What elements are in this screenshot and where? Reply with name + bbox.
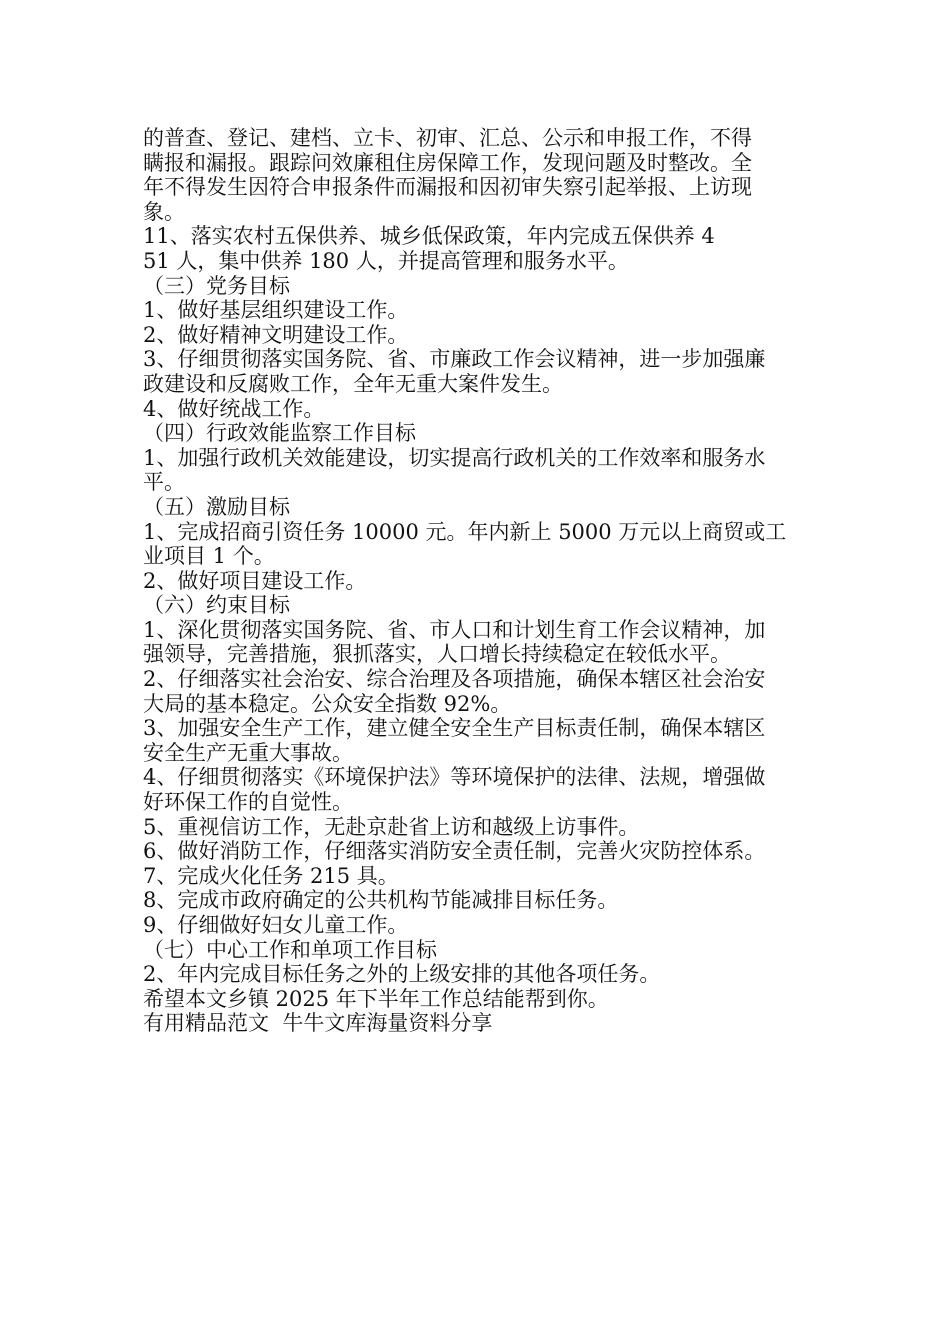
text-line: 4、做好统战工作。 (143, 396, 325, 421)
text-line: 51 人，集中供养 180 人，并提高管理和服务水平。 (143, 248, 629, 273)
section-heading: （四）行政效能监察工作目标 (143, 421, 416, 446)
text-line: 5、重视信访工作，无赴京赴省上访和越级上访事件。 (143, 814, 640, 839)
text-line: 2、年内完成目标任务之外的上级安排的其他各项任务。 (143, 962, 661, 987)
text-line: 7、完成火化任务 215 具。 (143, 863, 399, 888)
text-line: 3、仔细贯彻落实国务院、省、市廉政工作会议精神，进一步加强廉 (143, 347, 766, 372)
closing-line: 希望本文乡镇 2025 年下半年工作总结能帮到你。 (143, 986, 609, 1011)
document-body (143, 126, 808, 1036)
text-line: 好环保工作的自觉性。 (143, 790, 353, 815)
text-line: 1、加强行政机关效能建设，切实提高行政机关的工作效率和服务水 (143, 445, 766, 470)
text-line: 的普查、登记、建档、立卡、初审、汇总、公示和申报工作，不得 (143, 126, 752, 150)
text-line: 瞒报和漏报。跟踪问效廉租住房保障工作，发现问题及时整改。全 (143, 150, 752, 175)
text-line: 业项目 1 个。 (143, 544, 275, 569)
text-line: 年不得发生因符合申报条件而漏报和因初审失察引起举报、上访现 (143, 175, 752, 200)
text-line: 2、仔细落实社会治安、综合治理及各项措施，确保本辖区社会治安 (143, 667, 766, 692)
section-heading: （六）约束目标 (143, 593, 290, 618)
section-heading: （五）激励目标 (143, 494, 290, 519)
text-line: 安全生产无重大事故。 (143, 740, 353, 765)
footer-line: 有用精品范文 牛牛文库海量资料分享 (143, 1011, 493, 1036)
section-heading: （七）中心工作和单项工作目标 (143, 937, 437, 962)
text-line: 9、仔细做好妇女儿童工作。 (143, 913, 409, 937)
text-line: 6、做好消防工作，仔细落实消防安全责任制，完善火灾防控体系。 (143, 839, 766, 864)
text-line: 1、做好基层组织建设工作。 (143, 298, 409, 323)
text-line: 象。 (143, 199, 185, 224)
text-line: 3、加强安全生产工作，建立健全安全生产目标责任制，确保本辖区 (143, 716, 766, 741)
text-line: 大局的基本稳定。公众安全指数 92%。 (143, 691, 512, 716)
text-line: 4、仔细贯彻落实《环境保护法》等环境保护的法律、法规，增强做 (143, 765, 766, 790)
text-line: 2、做好精神文明建设工作。 (143, 322, 409, 347)
text-line: 平。 (143, 470, 185, 495)
text-line: 强领导，完善措施，狠抓落实，人口增长持续稳定在较低水平。 (143, 642, 731, 667)
text-line: 1、完成招商引资任务 10000 元。年内新上 5000 万元以上商贸或工 (143, 519, 787, 544)
text-line: 11、落实农村五保供养、城乡低保政策，年内完成五保供养 4 (143, 224, 715, 249)
section-heading: （三）党务目标 (143, 273, 290, 298)
text-line: 2、做好项目建设工作。 (143, 568, 367, 593)
text-line: 8、完成市政府确定的公共机构节能减排目标任务。 (143, 888, 619, 913)
text-line: 1、深化贯彻落实国务院、省、市人口和计划生育工作会议精神，加 (143, 617, 766, 642)
text-line: 政建设和反腐败工作，全年无重大案件发生。 (143, 371, 563, 396)
